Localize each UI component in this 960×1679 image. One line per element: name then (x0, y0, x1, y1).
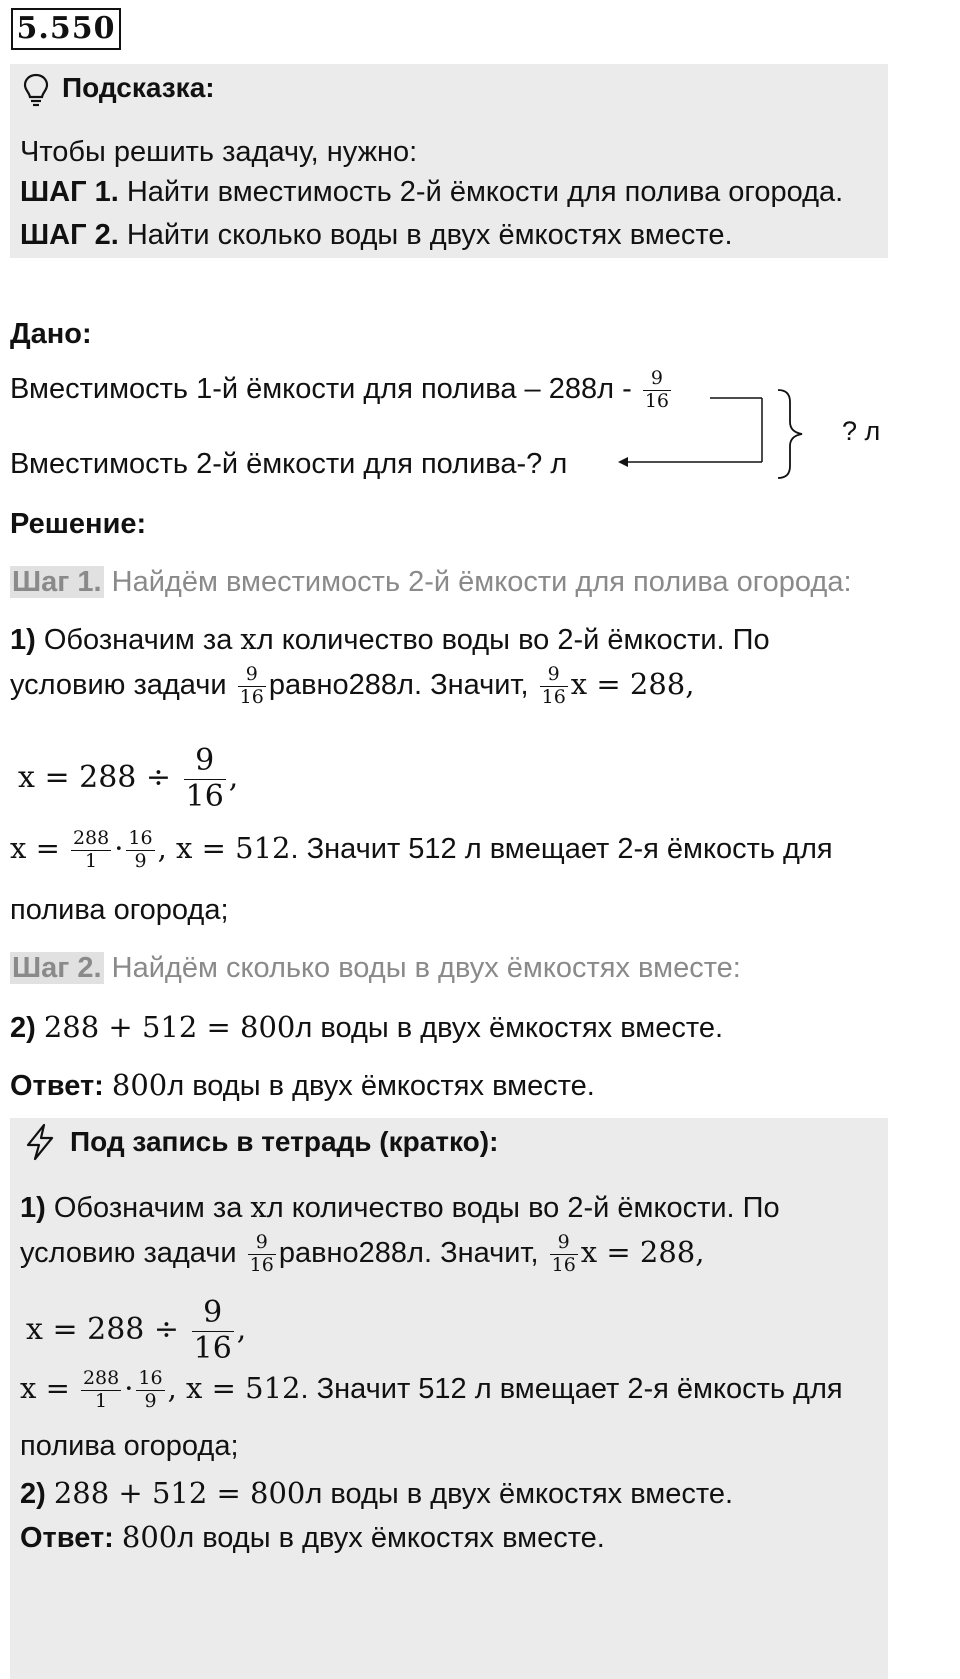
given-title: Дано: (10, 318, 92, 350)
point-1-number: 1) (20, 1192, 46, 1224)
notebook-equation-product (20, 1368, 843, 1413)
step-2-text: Найдём сколько воды в двух ёмкостях вместе: (103, 952, 741, 984)
fraction-den: 16 (185, 778, 224, 814)
point-2-text: л воды в двух ёмкостях вместе. (305, 1478, 734, 1510)
answer-label: Ответ: (10, 1070, 104, 1102)
equation-product-text: . Значит 512 л вмещает 2-я ёмкость для (290, 833, 833, 865)
point-2-text: л воды в двух ёмкостях вместе. (295, 1012, 724, 1044)
point-1-text-a: Обозначим за (35, 624, 241, 656)
point-1-text-a: Обозначим за (45, 1192, 251, 1224)
point-1-cond: условию задачи (20, 1237, 237, 1269)
hint-step-1 (20, 176, 843, 209)
point-1-line-2 (10, 664, 694, 709)
point-2-equation: 288 + 512 = 800 (53, 1476, 306, 1510)
hint-step-1-label: ШАГ 1. (20, 176, 119, 208)
equation-product (10, 828, 833, 873)
hint-title: Подсказка: (62, 72, 215, 103)
point-2-number: 2) (10, 1012, 36, 1044)
given-diagram (610, 380, 830, 490)
equation-division-end: , (236, 1312, 247, 1347)
fraction-num: 9 (248, 1232, 276, 1255)
equation-product-text: . Значит 512 л вмещает 2-я ёмкость для (300, 1373, 843, 1405)
fraction-den: 16 (541, 685, 566, 708)
fraction-den: 16 (239, 685, 264, 708)
equation-product-left: x = (20, 1371, 70, 1405)
fraction-den: 1 (85, 849, 98, 872)
hint-step-2 (20, 219, 733, 252)
lightbulb-icon (22, 72, 50, 108)
fraction-9-16 (238, 664, 266, 709)
task-number: 5.550 (11, 8, 121, 50)
point-2-equation: 288 + 512 = 800 (43, 1010, 296, 1044)
multiply-dot: · (124, 1371, 134, 1405)
notebook-equation-product-line-2: полива огорода; (20, 1430, 239, 1462)
fraction-288-1 (81, 1368, 121, 1413)
answer-label: Ответ: (20, 1522, 114, 1554)
point-1-var: x (240, 622, 257, 656)
answer (10, 1068, 595, 1103)
answer-text: л воды в двух ёмкостях вместе. (167, 1070, 595, 1102)
equation-division-left: x = 288 ÷ (18, 760, 172, 795)
hint-step-2-text: Найти сколько воды в двух ёмкостях вместе. (118, 219, 733, 251)
point-1-equation: x = 288, (570, 667, 695, 701)
equation-product-result: , x = 512 (157, 831, 291, 865)
step-2-tag: Шаг 2. (12, 952, 102, 984)
lightning-icon (20, 1122, 60, 1162)
fraction-9-16-large (192, 1296, 234, 1366)
step-1-text: Найдём вместимость 2-й ёмкости для полива огорода: (103, 566, 852, 598)
point-1-cond: условию задачи (10, 669, 227, 701)
fraction-9-16 (550, 1232, 578, 1277)
fraction-288-1 (71, 828, 111, 873)
fraction-den: 16 (249, 1253, 274, 1276)
hint-step-1-text: Найти вместимость 2-й ёмкости для полива огорода. (118, 176, 844, 208)
given-brace-label: ? л (842, 416, 881, 446)
point-1-var: x (250, 1190, 267, 1224)
point-1-equals-text: равно288л. Значит, (278, 1237, 539, 1269)
given-fraction-den: 16 (644, 389, 670, 412)
fraction-16-9 (136, 1368, 164, 1413)
fraction-num: 9 (540, 664, 568, 687)
multiply-dot: · (114, 831, 124, 865)
equation-division-end: , (228, 760, 239, 795)
point-1-text-b: л количество воды во 2-й ёмкости. По (256, 624, 770, 656)
fraction-9-16 (248, 1232, 276, 1277)
point-1-number: 1) (10, 624, 36, 656)
fraction-den: 9 (134, 849, 147, 872)
fraction-den: 1 (95, 1389, 108, 1412)
step-1-heading (10, 566, 852, 599)
point-1-line-1 (10, 622, 770, 657)
fraction-den: 9 (144, 1389, 157, 1412)
fraction-num: 16 (128, 827, 153, 849)
fraction-9-16-large (184, 744, 226, 814)
step-1-tag: Шаг 1. (12, 566, 102, 598)
fraction-num: 9 (192, 1296, 234, 1332)
equation-product-result: , x = 512 (167, 1371, 301, 1405)
curly-brace-icon (778, 390, 802, 478)
fraction-num: 16 (138, 1367, 163, 1389)
fraction-den: 16 (193, 1330, 232, 1366)
equation-product-line-2: полива огорода; (10, 894, 229, 926)
notebook-point-2 (20, 1476, 733, 1511)
solution-title: Решение: (10, 508, 147, 540)
hint-intro: Чтобы решить задачу, нужно: (20, 136, 418, 168)
step-2-heading (10, 952, 741, 985)
point-2 (10, 1010, 723, 1045)
given-fraction-num: 9 (643, 368, 671, 391)
equation-division (18, 744, 238, 814)
given-line-1-text: Вместимость 1-й ёмкости для полива – 288л - (10, 373, 632, 405)
notebook-equation-division (26, 1296, 246, 1366)
fraction-num: 9 (238, 664, 266, 687)
answer-text: л воды в двух ёмкостях вместе. (177, 1522, 605, 1554)
equation-product-left: x = (10, 831, 60, 865)
hint-step-2-label: ШАГ 2. (20, 219, 119, 251)
fraction-num: 288 (72, 827, 110, 849)
notebook-answer (20, 1520, 605, 1555)
fraction-num: 288 (82, 1367, 120, 1389)
given-line-2: Вместимость 2-й ёмкости для полива-? л (10, 448, 568, 480)
equation-division-left: x = 288 ÷ (26, 1312, 180, 1347)
point-1-equals-text: равно288л. Значит, (268, 669, 529, 701)
fraction-num: 9 (184, 744, 226, 780)
fraction-9-16 (540, 664, 568, 709)
answer-value: 800 (121, 1520, 178, 1554)
point-1-text-b: л количество воды во 2-й ёмкости. По (266, 1192, 780, 1224)
point-2-number: 2) (20, 1478, 46, 1510)
answer-value: 800 (111, 1068, 168, 1102)
arrow-left-icon (618, 457, 628, 467)
fraction-num: 9 (550, 1232, 578, 1255)
fraction-den: 16 (551, 1253, 576, 1276)
fraction-16-9 (126, 828, 154, 873)
point-1-equation: x = 288, (580, 1235, 705, 1269)
notebook-title: Под запись в тетрадь (кратко): (70, 1126, 499, 1157)
given-line-1 (10, 368, 674, 413)
notebook-point-1-line-1 (20, 1190, 780, 1225)
notebook-point-1-line-2 (20, 1232, 704, 1277)
